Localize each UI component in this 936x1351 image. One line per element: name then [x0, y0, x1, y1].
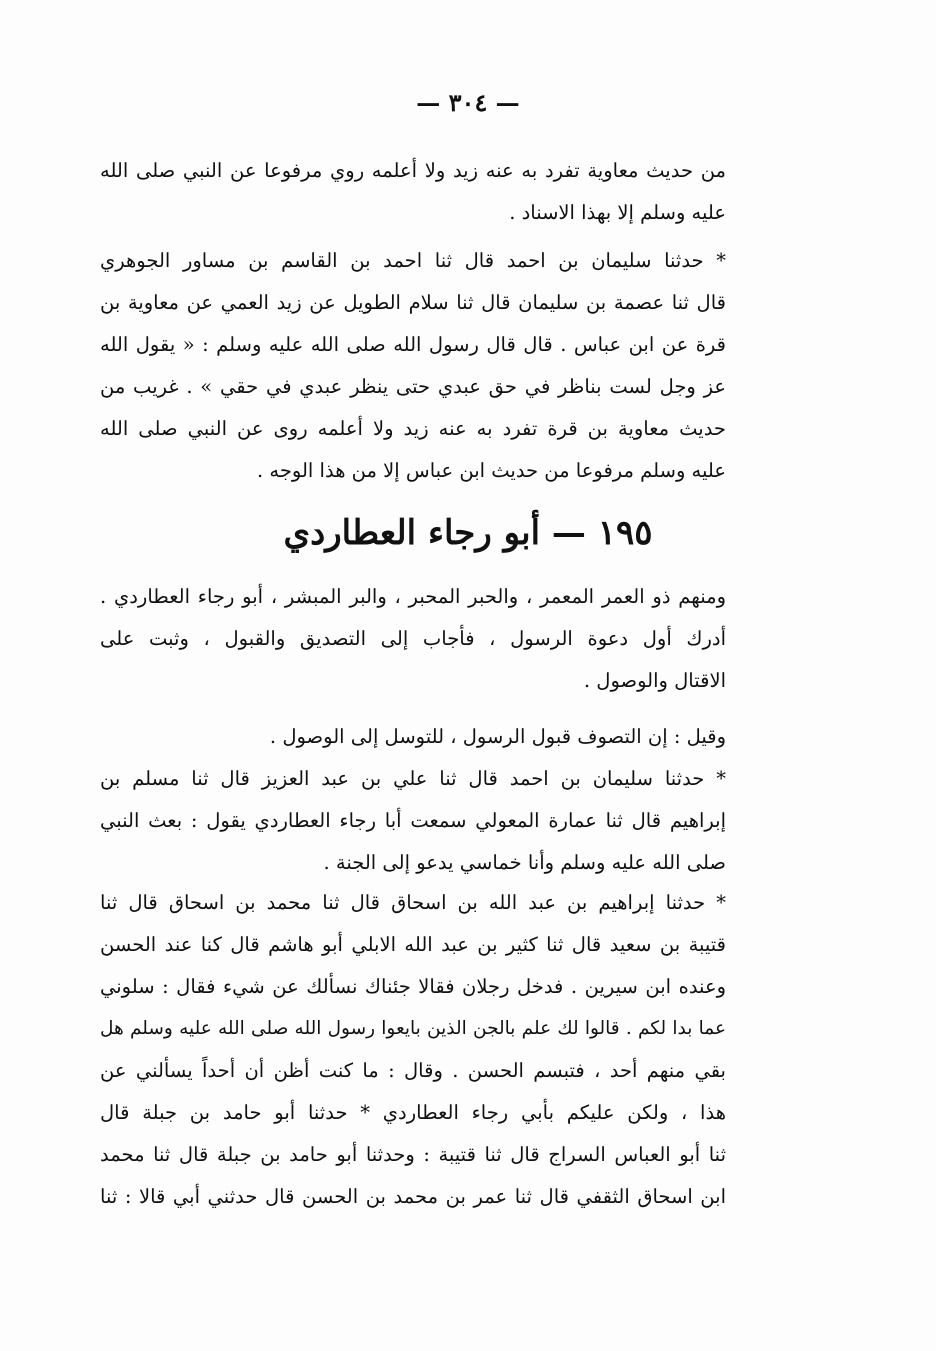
text-line: عما بدا لكم . قالوا لك علم بالجن الذين بايعوا رسول الله صلى الله عليه وسلم هل	[100, 1018, 726, 1039]
text-line: قرة عن ابن عباس . قال قال رسول الله صلى الله عليه وسلم : « يقول الله	[100, 333, 726, 356]
text-line: * حدثنا سليمان بن احمد قال ثنا علي بن عبد العزيز قال ثنا مسلم بن	[100, 767, 726, 790]
text-line: هذا ، ولكن عليكم بأبي رجاء العطاردي * حدثنا أبو حامد بن جبلة قال	[100, 1101, 726, 1124]
text-line: قال ثنا عصمة بن سليمان قال ثنا سلام الطويل عن زيد العمي عن معاوية بن	[100, 291, 726, 314]
text-line: الاقتال والوصول .	[583, 669, 726, 692]
text-line: عز وجل لست بناظر في حق عبدي حتى ينظر عبدي في حقي » . غريب من	[100, 375, 726, 398]
paragraph-2	[100, 240, 726, 492]
text-line: عليه وسلم مرفوعا من حديث ابن عباس إلا من هذا الوجه .	[257, 459, 726, 482]
text-line: من حديث معاوية تفرد به عنه زيد ولا أعلمه روي مرفوعا عن النبي صلى الله	[100, 159, 726, 182]
text-line: ومنهم ذو العمر المعمر ، والحبر المحبر ، والبر المبشر ، أبو رجاء العطاردي .	[100, 585, 726, 608]
paragraph-1	[100, 150, 726, 234]
section-paragraph-2	[100, 716, 726, 884]
text-line: عليه وسلم إلا بهذا الاسناد .	[509, 201, 726, 224]
page-number: — ٣٠٤ —	[416, 88, 520, 117]
text-line: وعنده ابن سيرين . فدخل رجلان فقالا جئناك نسألك عن شيء فقال : سلوني	[100, 975, 726, 998]
text-line: قتيبة بن سعيد قال ثنا كثير بن عبد الله الابلي أبو هاشم قال كنا عند الحسن	[100, 933, 726, 956]
text-line: * حدثنا سليمان بن احمد قال ثنا احمد بن القاسم بن مساور الجوهري	[100, 249, 726, 272]
text-line: أدرك أول دعوة الرسول ، فأجاب إلى التصديق والقبول ، وثبت على	[100, 627, 726, 650]
section-paragraph-3	[100, 882, 726, 1218]
text-line: ابن اسحاق الثقفي قال ثنا عمر بن محمد بن الحسن قال حدثني أبي قالا : ثنا	[100, 1185, 726, 1208]
section-paragraph-1	[100, 576, 726, 702]
section-heading: ١٩٥ — أبو رجاء العطاردي	[283, 513, 653, 553]
text-line: إبراهيم قال ثنا عمارة المعولي سمعت أبا رجاء العطاردي يقول : بعث النبي	[100, 809, 726, 832]
text-line: * حدثنا إبراهيم بن عبد الله بن اسحاق قال ثنا محمد بن اسحاق قال ثنا	[100, 891, 726, 914]
text-line: بقي منهم أحد ، فتبسم الحسن . وقال : ما كنت أظن أن أحداً يسألني عن	[100, 1059, 726, 1082]
text-line: وقيل : إن التصوف قبول الرسول ، للتوسل إلى الوصول .	[269, 725, 726, 748]
text-line: حديث معاوية بن قرة تفرد به عنه زيد ولا أعلمه روى عن النبي صلى الله	[100, 417, 726, 440]
text-line: ثنا أبو العباس السراج قال ثنا قتيبة : وحدثنا أبو حامد بن جبلة قال ثنا محمد	[100, 1143, 726, 1166]
text-line: صلى الله عليه وسلم وأنا خماسي يدعو إلى الجنة .	[323, 851, 726, 874]
